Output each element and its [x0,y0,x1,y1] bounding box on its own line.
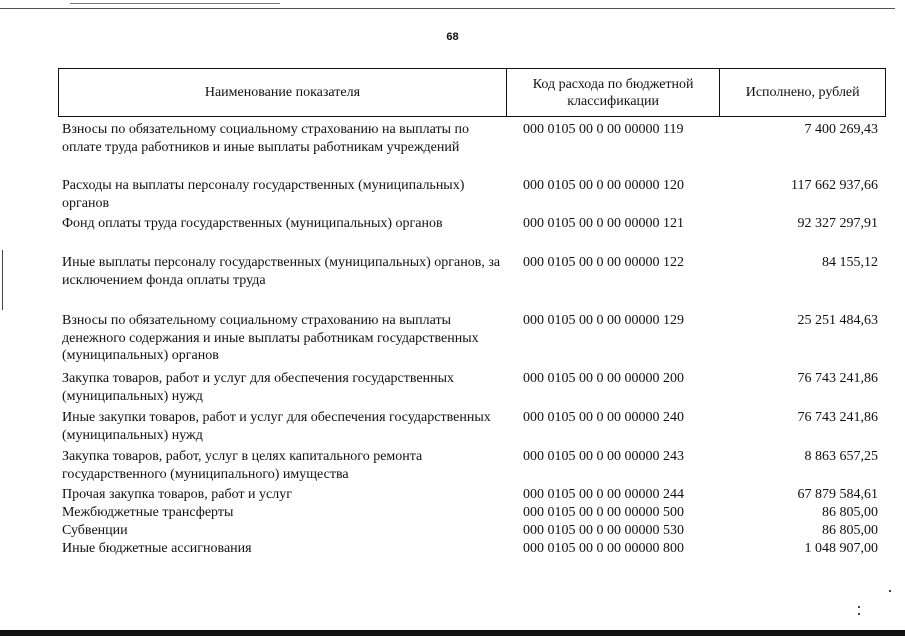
row-name: Закупка товаров, работ, услуг в целях капитального ремонта государственного (муниципального) имущества [62,449,423,482]
row-name: Взносы по обязательному социальному страхованию на выплаты по оплате труда работников и иные выплаты работникам учреждений [62,122,470,155]
row-code: 000 0105 00 0 00 00000 244 [523,487,684,502]
row-amount: 76 743 241,86 [797,410,878,425]
row-amount: 76 743 241,86 [797,371,878,386]
row-code: 000 0105 00 0 00 00000 240 [523,410,684,425]
row-name: Взносы по обязательному социальному страхованию на выплаты денежного содержания и иные выплаты работникам государственных (муниципальных) органов [62,313,479,363]
header-amount: Исполнено, рублей [719,69,885,116]
scan-speck [858,606,860,608]
row-code: 000 0105 00 0 00 00000 120 [523,178,684,193]
header-name: Наименование показателя [204,85,361,100]
row-name: Прочая закупка товаров, работ и услуг [62,487,292,502]
row-name: Иные выплаты персоналу государственных (муниципальных) органов, за исключением фонда оплаты труда [62,255,501,288]
row-code: 000 0105 00 0 00 00000 129 [523,313,684,328]
row-name: Субвенции [62,523,128,538]
row-amount: 25 251 484,63 [797,313,878,328]
row-amount: 8 863 657,25 [804,449,878,464]
row-amount: 86 805,00 [822,505,878,520]
row-name: Иные бюджетные ассигнования [62,541,252,556]
row-name: Закупка товаров, работ и услуг для обеспечения государственных (муниципальных) нужд [62,371,455,404]
row-amount: 84 155,12 [822,255,878,270]
row-amount: 86 805,00 [822,523,878,538]
page-number: 68 [446,31,459,43]
row-amount: 92 327 297,91 [797,216,878,231]
scan-speck [889,590,891,592]
row-amount: 117 662 937,66 [791,178,878,193]
row-code: 000 0105 00 0 00 00000 122 [523,255,684,270]
header-code: Код расхода по бюджетной классификации [506,69,719,116]
scan-speck [858,613,860,615]
row-name: Межбюджетные трансферты [62,505,234,520]
row-amount: 1 048 907,00 [804,541,878,556]
row-amount: 7 400 269,43 [804,122,878,137]
scan-edge-line-top [70,3,280,4]
row-code: 000 0105 00 0 00 00000 121 [523,216,684,231]
table-header [58,68,886,117]
row-code: 000 0105 00 0 00 00000 243 [523,449,684,464]
row-code: 000 0105 00 0 00 00000 119 [523,122,684,137]
row-name: Расходы на выплаты персоналу государственных (муниципальных) органов [62,178,465,211]
row-code: 000 0105 00 0 00 00000 200 [523,371,684,386]
row-code: 000 0105 00 0 00 00000 530 [523,523,684,538]
row-code: 000 0105 00 0 00 00000 500 [523,505,684,520]
scan-bottom-edge [0,630,905,636]
row-name: Иные закупки товаров, работ и услуг для обеспечения государственных (муниципальных) нужд [62,410,491,443]
row-name: Фонд оплаты труда государственных (муниципальных) органов [62,216,443,231]
row-amount: 67 879 584,61 [797,487,878,502]
row-code: 000 0105 00 0 00 00000 800 [523,541,684,556]
scan-edge-mark [2,250,3,310]
scan-edge-line [0,8,895,9]
